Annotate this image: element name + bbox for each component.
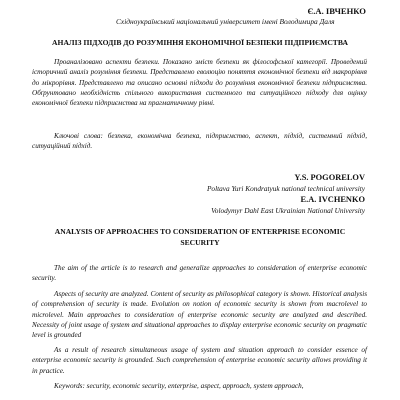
eng-author-1-affiliation: Poltava Yuri Kondratyuk national technical university [206,184,365,193]
ukr-abstract: Проаналізовано аспекти безпеки. Показано зміст безпеки як філософської категорії. Проведений історичний аналіз розуміння безпеки. Представлено еволюцію поняття економічної безпеки від макрорівня до мікрорівня. Представлено та описано основні підходи до розуміння економічної безпеки підприємства. Обґрунтовано необхідність спільного використання системного та ситуаційного підходу для оцінку економічної безпеки підприємства на прагматичному рівні. [32,58,367,108]
ukr-author-name: Є.А. ІВЧЕНКО [307,6,366,16]
eng-title-line-1: ANALYSIS OF APPROACHES TO CONSIDERATION OF ENTERPRISE ECONOMIC [54,227,346,236]
eng-author-1-name: Y.S. POGORELOV [294,173,365,182]
ukr-title: АНАЛІЗ ПІДХОДІВ ДО РОЗУМІННЯ ЕКОНОМІЧНОЇ БЕЗПЕКИ ПІДПРИЄМСТВА [52,38,348,47]
eng-paragraph-aim: The aim of the article is to research and generalize approaches to consideration of enterprise economic security. [32,264,367,283]
eng-paragraph-aspects: Aspects of security are analyzed. Content of security as philosophical category is shown. Historical analysis of comprehension of security is made. Evolution on notion of economic security is shown from macrolevel to microlevel. Main approaches to consideration of enterprise economic security are analyzed and described. Necessity of joint usage of system and situational approaches to display enterprise economic security on pragmatic level is grounded [32,290,367,340]
ukr-affiliation: Східноукраїнський національний університет імені Володимира Даля [116,17,335,26]
eng-author-2-affiliation: Volodymyr Dahl East Ukrainian National University [211,206,365,215]
eng-title-line-2: SECURITY [180,238,220,247]
eng-paragraph-result: As a result of research simultaneous usage of system and situation approach to consider essence of enterprise economic security is grounded. Such comprehension of enterprise economic security allows providing it in practice. [32,346,367,375]
ukr-keywords: Ключові слова: безпека, економічна безпека, підприємство, аспект, підхід, системний підхід, ситуаційний підхід. [32,132,367,151]
eng-author-2-name: E.A. IVCHENKO [300,195,365,204]
eng-keywords: Keywords: security, economic security, enterprise, aspect, approach, system approach, [54,382,304,390]
